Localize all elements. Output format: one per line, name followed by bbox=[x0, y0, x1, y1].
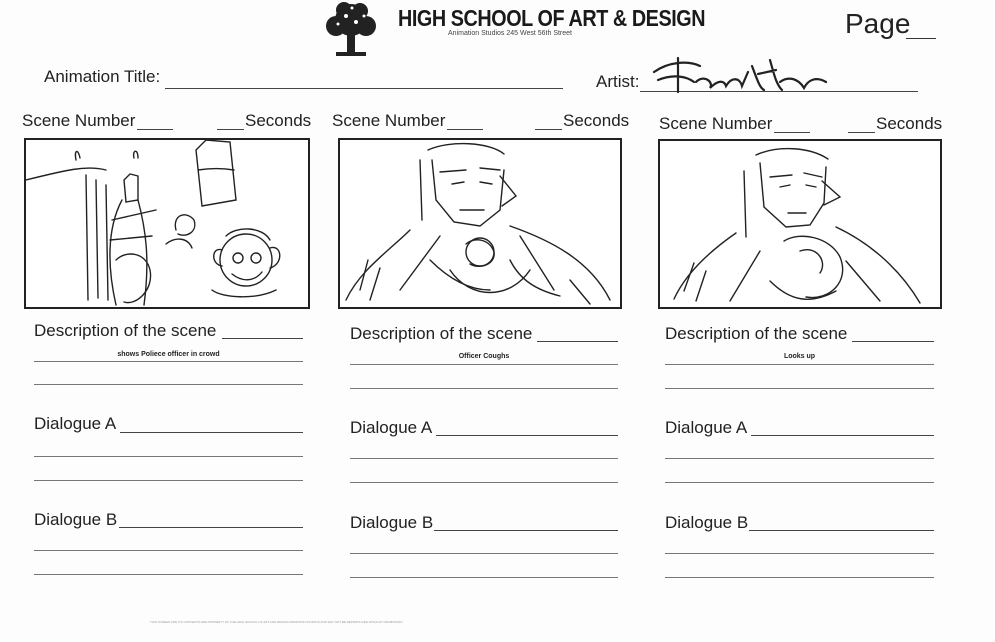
panel-1-dialogue-b-line-2[interactable] bbox=[34, 550, 303, 551]
panel-1-description-line-3[interactable] bbox=[34, 384, 303, 385]
panel-2-sketch-frame bbox=[338, 138, 622, 309]
footer-fine-print: THIS SCREEN AND ITS CONTENTS ARE PROPERTY OF THE HIGH SCHOOL OF ART AND DESIGN ANIMATION STUDIOS AND MAY NOT BE REPRODUCED WITHOUT PERMISSION bbox=[150, 620, 403, 624]
panel-2-scene-number-label: Scene Number bbox=[332, 111, 446, 130]
panel-2-seconds-label: Seconds bbox=[563, 111, 630, 130]
panel-1-sketch-frame bbox=[24, 138, 310, 309]
panel-2-description-text: Officer Coughs bbox=[458, 353, 510, 360]
panel-2-seconds-field[interactable] bbox=[535, 129, 562, 130]
panel-3-scene-number-label: Scene Number bbox=[659, 114, 773, 133]
panel-3-description-line[interactable] bbox=[852, 341, 934, 342]
animation-title-field[interactable] bbox=[165, 88, 563, 89]
panel-3-seconds-label: Seconds bbox=[876, 114, 943, 133]
animation-title-label: Animation Title: bbox=[44, 67, 161, 86]
panel-3-description-text: Looks up bbox=[783, 353, 816, 360]
school-name: HIGH SCHOOL OF ART & DESIGN bbox=[398, 5, 706, 31]
panel-2-dialogue-a-line-3[interactable] bbox=[350, 482, 618, 483]
artist-label: Artist: bbox=[596, 72, 640, 91]
panel-3-sketch-frame bbox=[658, 139, 942, 309]
panel-3-dialogue-a-line-2[interactable] bbox=[665, 458, 934, 459]
page-label: Page bbox=[845, 8, 911, 39]
panel-2-description-line-3[interactable] bbox=[350, 388, 618, 389]
panel-1-seconds-field[interactable] bbox=[217, 129, 244, 130]
panel-2-dialogue-a-label: Dialogue A bbox=[350, 418, 433, 437]
panel-2-dialogue-a-line-2[interactable] bbox=[350, 458, 618, 459]
panel-3-dialogue-a-label: Dialogue A bbox=[665, 418, 748, 437]
panel-1-seconds-label: Seconds bbox=[245, 111, 312, 130]
school-address: Animation Studios 245 West 56th Street bbox=[448, 30, 572, 37]
panel-3-sketch-drawing bbox=[660, 141, 940, 307]
panel-2-sketch-drawing bbox=[340, 140, 620, 307]
panel-3-description-label: Description of the scene bbox=[665, 324, 848, 343]
panel-2-description-line[interactable] bbox=[537, 341, 618, 342]
panel-2-dialogue-b-line-3[interactable] bbox=[350, 577, 618, 578]
panel-2-description-label: Description of the scene bbox=[350, 324, 533, 343]
panel-2-dialogue-b-field[interactable] bbox=[434, 530, 618, 531]
panel-3-dialogue-a-field[interactable] bbox=[751, 435, 934, 436]
panel-1-dialogue-a-label: Dialogue A bbox=[34, 414, 117, 433]
panel-1-dialogue-a-field[interactable] bbox=[120, 432, 303, 433]
panel-1-dialogue-b-field[interactable] bbox=[119, 527, 303, 528]
panel-3-dialogue-b-label: Dialogue B bbox=[665, 513, 749, 532]
panel-1-dialogue-b-line-3[interactable] bbox=[34, 574, 303, 575]
panel-2-description-line-2[interactable] bbox=[350, 364, 618, 365]
panel-1-description-text: shows Poliece officer in crowd bbox=[117, 351, 220, 358]
panel-3-dialogue-b-line-3[interactable] bbox=[665, 577, 934, 578]
panel-3-dialogue-b-line-2[interactable] bbox=[665, 553, 934, 554]
panel-3-dialogue-a-line-3[interactable] bbox=[665, 482, 934, 483]
school-logo-tree-icon bbox=[316, 2, 386, 58]
panel-1-dialogue-a-line-2[interactable] bbox=[34, 456, 303, 457]
panel-3-description-line-2[interactable] bbox=[665, 364, 934, 365]
panel-1-sketch-drawing bbox=[26, 140, 308, 307]
panel-1-scene-number-label: Scene Number bbox=[22, 111, 136, 130]
panel-1-scene-number-field[interactable] bbox=[137, 129, 173, 130]
panel-3-scene-number-field[interactable] bbox=[774, 132, 810, 133]
panel-2-dialogue-a-field[interactable] bbox=[436, 435, 618, 436]
panel-3-seconds-field[interactable] bbox=[848, 132, 875, 133]
panel-1-description-line-2[interactable] bbox=[34, 361, 303, 362]
panel-1-dialogue-b-label: Dialogue B bbox=[34, 510, 118, 529]
artist-signature bbox=[648, 52, 838, 97]
page-number-field[interactable] bbox=[906, 38, 936, 39]
panel-1-dialogue-a-line-3[interactable] bbox=[34, 480, 303, 481]
panel-2-dialogue-b-line-2[interactable] bbox=[350, 553, 618, 554]
panel-2-scene-number-field[interactable] bbox=[447, 129, 483, 130]
panel-3-dialogue-b-field[interactable] bbox=[749, 530, 934, 531]
panel-2-dialogue-b-label: Dialogue B bbox=[350, 513, 434, 532]
panel-3-description-line-3[interactable] bbox=[665, 388, 934, 389]
panel-1-description-line[interactable] bbox=[222, 338, 303, 339]
panel-1-description-label: Description of the scene bbox=[34, 321, 217, 340]
